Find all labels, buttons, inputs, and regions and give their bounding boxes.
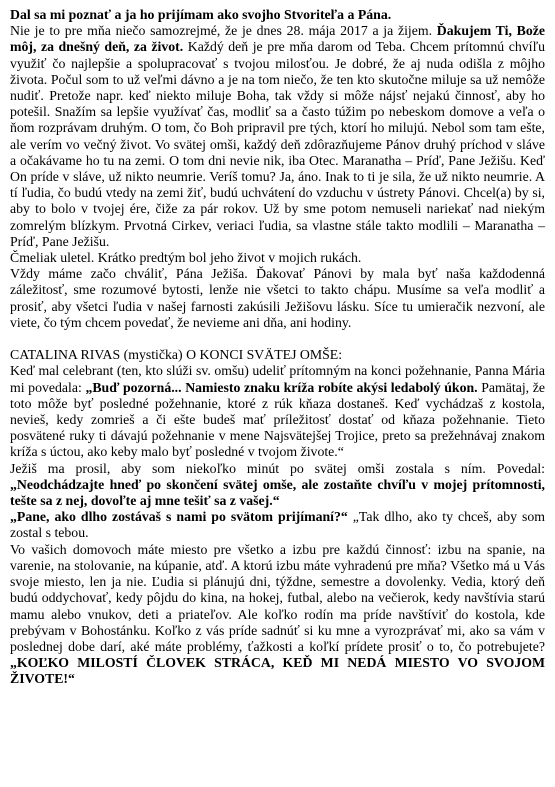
section-heading: CATALINA RIVAS (mystička) O KONCI SVÄTEJ OMŠE:	[10, 347, 343, 363]
paragraph-question	[10, 509, 545, 541]
document-title: Dal sa mi poznať a ja ho prijímam ako svojho Stvoriteľa a Pána.	[10, 7, 392, 22]
paragraph-homes-bold: „KOĽKO MILOSTÍ ČLOVEK STRÁCA, KEĎ MI NEDÁ MIESTO VO SVOJOM ŽIVOTE!“	[10, 655, 545, 687]
paragraph-blessing	[10, 363, 545, 460]
blank-line	[10, 331, 545, 347]
paragraph-gratitude-rest: Každý deň je pre mňa darom od Teba. Chcem prítomnú chvíľu využiť čo najlepšie a spolupracovať s tvojou milosťou. Je dobré, že aj nuda odišla z môjho života. Počul som to už veľmi dávno a je na tom niečo, že ten kto skutočne miluje sa už nemôže nudiť. Pretože napr. keď niekto miluje Boha, tak vždy si môže nájsť nejakú činnosť, aby ho potešil. Snažím sa lepšie využívať čas, modliť sa a často túžim po nebeskom domove a veľa o ňom rozprávam druhým. O tom, čo Boh pripravil pre tých, ktorí ho milujú. Nebol som tam ešte, ale verím vo večný život. Vo svätej omši, každý deň zdôrazňujeme Pánov druhý príchod v sláve a očakávame ho tu na zemi. O tom dni nevie nik, iba Otec. Maranatha – Príď, Pane Ježišu. Keď On príde v sláve, už nikto neumrie. Veríš tomu? Ja, áno. Inak to ti je sila, že už nikto neumrie. A tí ľudia, čo budú vtedy na zemi žiť, budú uchvátení do vzduchu v ústrety Pánovi. Chcel(a) by si, aby to bolo v tvojej ére, čiže za pár rokov. Už by sme potom nemuseli nariekať nad niekým zomrelým blízkym. Prvotná Cirkev, veriaci ľudia, sa vlastne stále takto modlili – Maranatha – Príď, Pane Ježišu.	[10, 39, 545, 249]
paragraph-blessing-intro: Keď mal celebrant (ten, kto slúži sv. omšu) udeliť prítomným na konci požehnanie, Panna Mária mi povedala:	[10, 363, 545, 395]
paragraph-gratitude-intro: Nie je to pre mňa niečo samozrejmé, že je dnes 28. mája 2017 a ja žijem.	[10, 23, 437, 39]
paragraph-stay	[10, 461, 545, 510]
paragraph-stay-bold: „Neodchádzajte hneď po skončení svätej omše, ale zostaňte chvíľu v mojej prítomnosti, tešte sa z nej, dovoľte aj mne tešiť sa z vašej.“	[10, 476, 545, 509]
paragraph-homes	[10, 542, 545, 688]
paragraph-question-bold: „Pane, ako dlho zostávaš s nami po svätom prijímaní?“	[10, 509, 348, 525]
bumblebee-line: Čmeliak uletel. Krátko predtým bol jeho život v mojich rukách.	[10, 250, 362, 266]
paragraph-praise: Vždy máme začo chváliť, Pána Ježiša. Ďakovať Pánovi by mala byť naša každodenná záležitosť, sme rozumové bytosti, lenže nie všetci to takto chápu. Musíme sa veľa modliť a prosiť, aby všetci ľudia v našej farnosti zakúsili Ježišovu lásku. Síce tu umieračik nezvoní, ale viete, čo tým chcem povedať, že nevieme ani dňa, ani hodiny.	[10, 266, 545, 330]
paragraph-question-rest: „Tak dlho, ako ty chceš, aby som zostal s tebou.	[10, 509, 545, 541]
paragraph-blessing-rest: Pamätaj, že toto môže byť posledné požehnanie, ktoré z rúk kňaza dostaneš. Keď vychádzaš z kostola, nevieš, kedy zomrieš a či ešte budeš mať príležitosť dostať od kňaza požehnanie. Tieto posvätené ruky ti dávajú požehnanie v mene Najsvätejšej Trojice, preto sa prežehnávaj znakom kríža s úctou, ako keby malo byť posledné v tvojom živote.“	[10, 379, 545, 460]
paragraph-gratitude	[10, 23, 545, 250]
paragraph-gratitude-bold: Ďakujem Ti, Bože môj, za dnešný deň, za život.	[10, 23, 545, 55]
paragraph-blessing-bold: „Buď pozorná... Namiesto znaku kríža robíte akýsi ledabolý úkon.	[85, 379, 478, 395]
paragraph-stay-intro: Ježiš ma prosil, aby som niekoľko minút po svätej omši zostala s ním. Povedal:	[10, 460, 545, 476]
paragraph-homes-text: Vo vašich domovoch máte miesto pre všetko a izbu pre každú činnosť: izbu na spanie, na varenie, na stolovanie, na kúpanie, atď. A ktorú izbu máte vyhradenú pre mňa? Všetko má u Vás svoje miesto, len ja nie. Ľudia si plánujú dni, týždne, semestre a dovolenky. Vedia, ktorý deň budú oddychovať, kedy pôjdu do kina, na hokej, futbal, alebo na večierok, kedy navštívia starú mamu alebo vnukov, deti a priateľov. Ale koľko rodín ma príde navštíviť do kostola, kde prebývam v Bohostánku. Koľko z vás príde sadnúť si ku mne a vyrozprávať mi, ako sa vám v poslednej dobe darí, aké máte problémy, ťažkosti a koľkí prídete prosiť o to, čo potrebujete?	[10, 541, 545, 654]
